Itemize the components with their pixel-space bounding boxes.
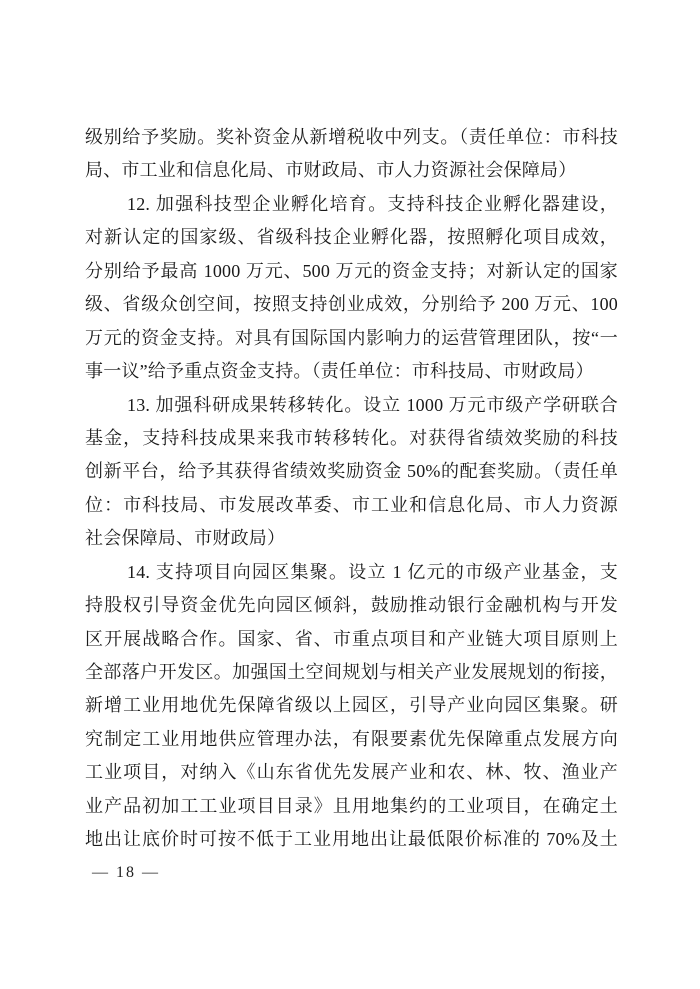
text-line: 社会保障局、市财政局） xyxy=(85,528,286,549)
text-line: 地出让底价时可按不低于工业用地出让最低限价标准的 70%及土 xyxy=(85,829,618,850)
text-line-item-13: 13. 加强科研成果转移转化。设立 1000 万元市级产学研联合 xyxy=(127,394,618,415)
text-line: 级、省级众创空间，按照支持创业成效，分别给予 200 万元、100 xyxy=(85,294,618,315)
text-line: 区开展战略合作。国家、省、市重点项目和产业链大项目原则上 xyxy=(85,628,618,649)
text-line: 创新平台，给予其获得省绩效奖励资金 50%的配套奖励。（责任单 xyxy=(85,461,618,482)
text-line: 工业项目，对纳入《山东省优先发展产业和农、林、牧、渔业产 xyxy=(85,762,618,783)
text-line-item-14: 14. 支持项目向园区集聚。设立 1 亿元的市级产业基金，支 xyxy=(127,561,618,582)
text-line: 对新认定的国家级、省级科技企业孵化器，按照孵化项目成效， xyxy=(85,227,618,248)
text-line: 位：市科技局、市发展改革委、市工业和信息化局、市人力资源 xyxy=(85,494,618,515)
text-line: 新增工业用地优先保障省级以上园区，引导产业向园区集聚。研 xyxy=(85,695,618,716)
text-line: 全部落户开发区。加强国土空间规划与相关产业发展规划的衔接， xyxy=(85,662,618,682)
text-line: 持股权引导资金优先向园区倾斜，鼓励推动银行金融机构与开发 xyxy=(85,595,618,616)
text-line: 局、市工业和信息化局、市财政局、市人力资源社会保障局） xyxy=(85,160,577,181)
page-footer xyxy=(92,864,160,882)
text-line: 分别给予最高 1000 万元、500 万元的资金支持；对新认定的国家 xyxy=(85,260,618,281)
text-line: 业产品初加工工业项目目录》且用地集约的工业项目，在确定土 xyxy=(85,795,618,816)
text-line-item-12: 12. 加强科技型企业孵化培育。支持科技企业孵化器建设， xyxy=(127,193,618,214)
document-body xyxy=(85,121,618,857)
text-line: 基金，支持科技成果来我市转移转化。对获得省绩效奖励的科技 xyxy=(85,427,618,448)
page-number: — 18 — xyxy=(92,864,160,881)
text-line: 究制定工业用地供应管理办法，有限要素优先保障重点发展方向 xyxy=(85,728,618,749)
text-line: 事一议”给予重点资金支持。（责任单位：市科技局、市财政局） xyxy=(85,361,594,382)
text-line: 级别给予奖励。奖补资金从新增税收中列支。（责任单位：市科技 xyxy=(85,127,618,147)
text-line: 万元的资金支持。对具有国际国内影响力的运营管理团队，按“一 xyxy=(85,327,618,348)
